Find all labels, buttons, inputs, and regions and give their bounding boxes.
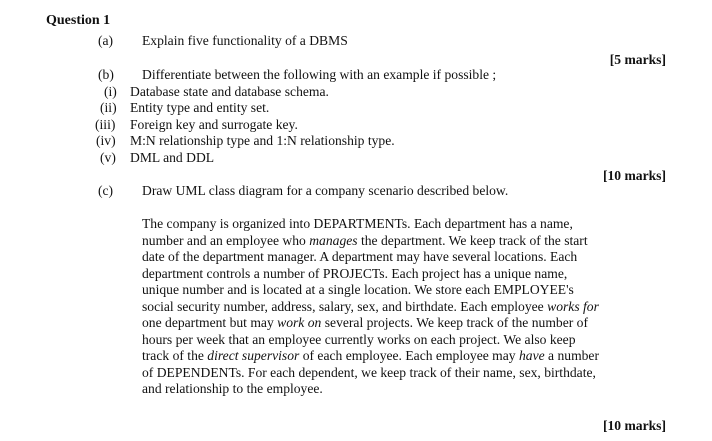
part-b-text: Differentiate between the following with an example if possible ; xyxy=(142,67,497,82)
scenario-line xyxy=(142,315,682,332)
part-b-item-3-label: (iii) xyxy=(95,117,116,132)
scenario-line: department controls a number of PROJECTs. Each project has a unique name, xyxy=(142,265,568,281)
scenario-text: number and an employee who xyxy=(142,232,310,248)
scenario-line: date of the department manager. A department may have several locations. Each xyxy=(142,249,578,264)
part-b-item-1-label: (i) xyxy=(104,84,117,99)
scenario-emphasis: work on xyxy=(277,315,322,330)
part-b-item-5-text: DML and DDL xyxy=(130,150,215,165)
scenario-text: social security number, address, salary, sex, and birthdate. Each employee xyxy=(142,298,548,314)
scenario-text: a number xyxy=(544,348,599,363)
part-b-item-3-text: Foreign key and surrogate key. xyxy=(130,117,298,132)
scenario-text: of each employee. Each employee may xyxy=(299,348,519,363)
part-b-item-4-text: M:N relationship type and 1:N relationship type. xyxy=(130,133,395,148)
scenario-line xyxy=(142,299,682,316)
part-b-marks: [10 marks] xyxy=(602,168,666,183)
scenario-line: The company is organized into DEPARTMENTs. Each department has a name, xyxy=(142,216,573,231)
scenario-text: the department. We keep track of the start xyxy=(357,232,588,248)
scenario-line: hours per week that an employee currently works on each project. We also keep xyxy=(142,331,576,347)
part-a-marks: [5 marks] xyxy=(609,52,666,67)
scenario-line: of DEPENDENTs. For each dependent, we keep track of their name, sex, birthdate, xyxy=(142,364,596,380)
part-b-item-2-label: (ii) xyxy=(100,100,117,115)
scenario-emphasis: have xyxy=(518,348,545,363)
scenario-line xyxy=(142,233,682,250)
scenario-emphasis: works for xyxy=(547,298,599,314)
part-b-item-1-text: Database state and database schema. xyxy=(130,84,329,99)
part-b-item-4-label: (iv) xyxy=(96,133,116,148)
scenario-line: unique number and is located at a single location. We store each EMPLOYEE's xyxy=(142,282,574,297)
part-b-label: (b) xyxy=(98,67,114,82)
scenario-text: several projects. We keep track of the number of xyxy=(321,315,588,330)
part-c-marks: [10 marks] xyxy=(602,418,666,433)
part-b-item-2-text: Entity type and entity set. xyxy=(130,100,270,115)
part-c-text: Draw UML class diagram for a company scenario described below. xyxy=(142,183,509,198)
part-a-text: Explain five functionality of a DBMS xyxy=(142,33,348,48)
scenario-text: track of the xyxy=(142,348,208,363)
scenario-line: and relationship to the employee. xyxy=(142,381,323,396)
scenario-emphasis: manages xyxy=(309,232,358,248)
scenario-text: one department but may xyxy=(142,315,278,330)
part-c-label: (c) xyxy=(98,183,114,198)
scenario-line xyxy=(142,348,682,365)
question-title: Question 1 xyxy=(46,13,111,28)
scenario-emphasis: direct supervisor xyxy=(207,348,300,363)
part-a-label: (a) xyxy=(98,33,114,48)
part-b-item-5-label: (v) xyxy=(100,150,116,165)
scenario-paragraph xyxy=(142,216,682,398)
